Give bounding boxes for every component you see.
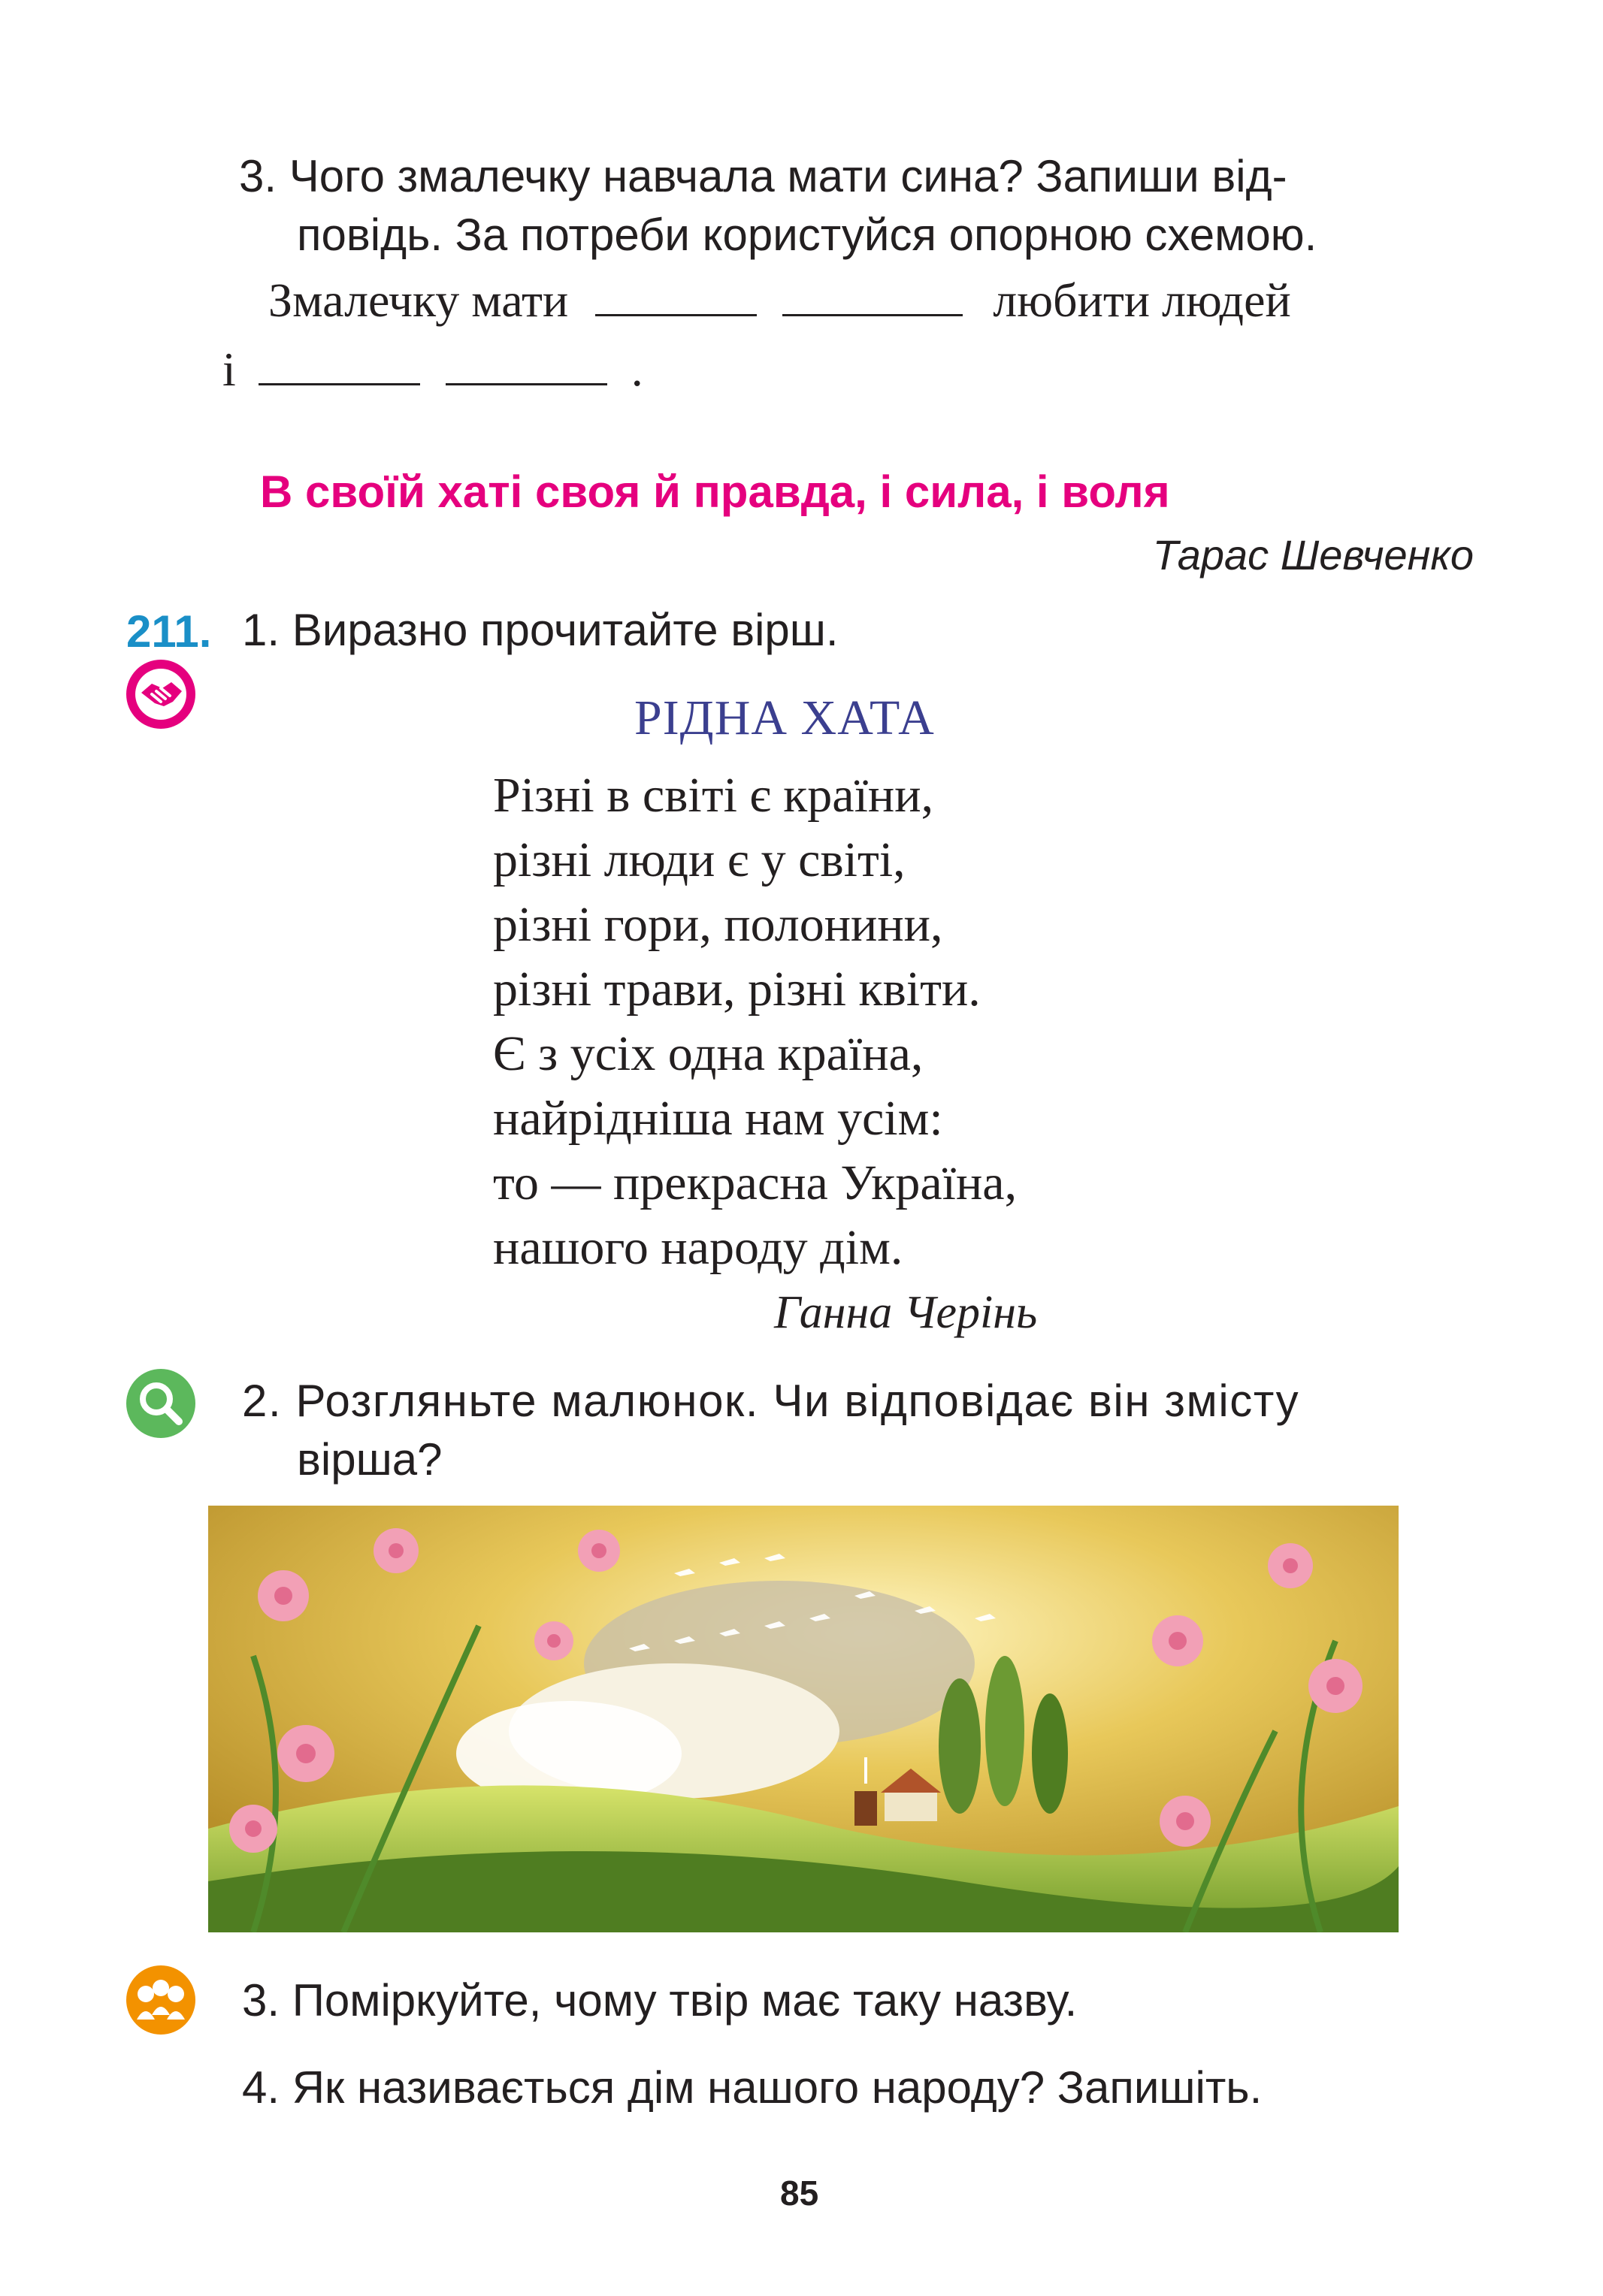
poem-line: різні гори, полонини, — [493, 897, 943, 952]
poem-line: різні трави, різні квіти. — [493, 962, 981, 1017]
fill-start-text: Змалечку мати — [268, 273, 569, 327]
poem-line: то — прекрасна Україна, — [493, 1156, 1018, 1210]
answer-blank-1[interactable] — [595, 276, 757, 316]
task3-text: 3. Поміркуйте, чому твір має таку назву. — [242, 1975, 1078, 2026]
fill-line2-start: і — [222, 343, 236, 396]
poem-line: нашого народу дім. — [493, 1220, 903, 1275]
motto-heading: В своїй хаті своя й правда, і сила, і воля — [260, 467, 1170, 517]
exercise-number: 211. — [126, 606, 212, 657]
poem-line: Різні в світі є країни, — [493, 768, 934, 823]
group-discussion-icon — [126, 1965, 195, 2035]
poem-author: Ганна Черінь — [774, 1287, 1038, 1338]
poem-line: найрідніша нам усім: — [493, 1091, 943, 1146]
poem-body — [493, 763, 1017, 1280]
fill-in-sentence-line2 — [222, 340, 899, 400]
task2-line1: 2. Розгляньте малюнок. Чи відповідає він змісту — [242, 1376, 1300, 1426]
motto-author: Тарас Шевченко — [1152, 531, 1474, 579]
landscape-illustration — [208, 1506, 1399, 1932]
task3-prev-line2: повідь. За потреби користуйся опорною схемою. — [297, 210, 1317, 260]
fill-end-text: . — [631, 343, 643, 396]
poem-title: РІДНА ХАТА — [634, 690, 935, 745]
answer-blank-3[interactable] — [259, 346, 420, 385]
task3-prev-line1: 3. Чого змалечку навчала мати сина? Запиши від- — [239, 151, 1287, 201]
poem-line: Є з усіх одна країна, — [493, 1026, 924, 1081]
task1-text: 1. Виразно прочитайте вірш. — [242, 605, 839, 655]
answer-blank-2[interactable] — [782, 276, 963, 316]
answer-blank-4[interactable] — [446, 346, 607, 385]
page-number: 85 — [780, 2174, 819, 2213]
magnifier-icon — [126, 1369, 195, 1438]
fill-mid-text: любити людей — [993, 273, 1291, 327]
handshake-icon — [126, 660, 195, 729]
task2-line2: вірша? — [297, 1434, 443, 1485]
fill-in-sentence — [268, 270, 1471, 331]
poem-line: різні люди є у світі, — [493, 832, 906, 887]
task4-text: 4. Як називається дім нашого народу? Запишіть. — [242, 2062, 1263, 2113]
